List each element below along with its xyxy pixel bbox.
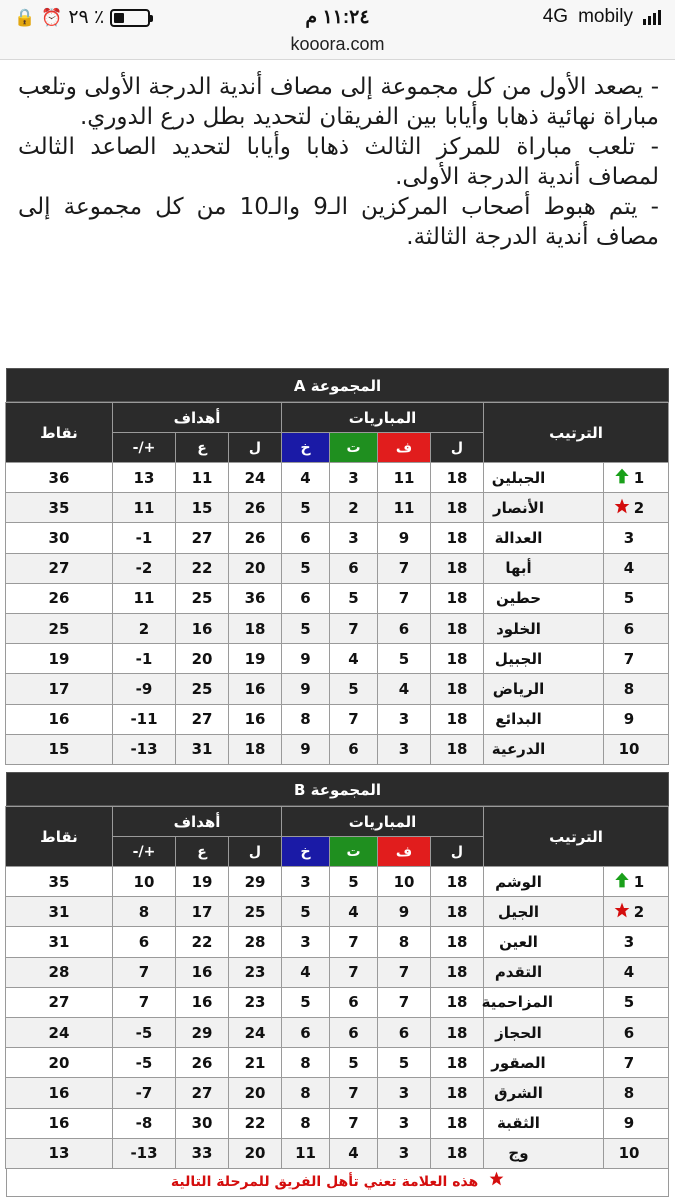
goals-against-cell: 16 [176, 987, 229, 1017]
goal-diff-cell: 7- [112, 1078, 175, 1108]
table-row[interactable] [5, 867, 668, 897]
position-number: 8 [623, 1083, 635, 1102]
won-cell: 3 [378, 1078, 431, 1108]
played-cell: 18 [431, 1138, 484, 1168]
drawn-cell: 7 [330, 704, 378, 734]
points-cell: 20 [5, 1048, 112, 1078]
lost-cell: 8 [282, 704, 330, 734]
position-number: 10 [618, 1144, 640, 1163]
table-row[interactable] [5, 674, 668, 704]
won-cell: 5 [378, 1048, 431, 1078]
won-cell: 11 [378, 463, 431, 493]
position-cell [604, 1078, 669, 1108]
table-row[interactable] [5, 987, 668, 1017]
lost-cell: 6 [282, 523, 330, 553]
goals-against-cell: 17 [176, 897, 229, 927]
table-row[interactable] [5, 463, 668, 493]
won-cell: 5 [378, 644, 431, 674]
position-cell [604, 463, 669, 493]
table-row[interactable] [5, 927, 668, 957]
points-cell: 28 [5, 957, 112, 987]
points-cell: 26 [5, 583, 112, 613]
goals-for-cell: 25 [229, 897, 282, 927]
goals-against-header: ع [176, 433, 229, 463]
won-cell: 6 [378, 613, 431, 643]
goals-for-cell: 36 [229, 583, 282, 613]
played-cell: 18 [431, 644, 484, 674]
points-cell: 25 [5, 613, 112, 643]
points-cell: 36 [5, 463, 112, 493]
played-cell: 18 [431, 704, 484, 734]
position-number: 9 [623, 1114, 635, 1133]
goals-header: أهداف [112, 403, 281, 433]
table-row[interactable] [5, 613, 668, 643]
position-number: 2 [633, 498, 645, 517]
points-cell: 31 [5, 927, 112, 957]
position-cell [604, 704, 669, 734]
goal-diff-cell: 5- [112, 1017, 175, 1047]
position-number: 6 [623, 619, 635, 638]
points-cell: 15 [5, 734, 112, 764]
green-arrow-up-icon [614, 468, 630, 488]
status-time: ١١:٢٤ م [305, 7, 370, 28]
played-cell: 18 [431, 897, 484, 927]
drawn-cell: 3 [330, 463, 378, 493]
drawn-cell: 6 [330, 987, 378, 1017]
table-row[interactable] [5, 957, 668, 987]
goal-diff-cell: 11- [112, 704, 175, 734]
won-header: ف [378, 837, 431, 867]
goals-against-cell: 29 [176, 1017, 229, 1047]
team-name[interactable]: الجبلين [484, 463, 604, 493]
points-header: نقاط [5, 807, 112, 867]
lost-cell: 5 [282, 613, 330, 643]
goals-against-cell: 31 [176, 734, 229, 764]
battery-percent: ٪ ٢٩ [68, 7, 105, 28]
position-number: 4 [623, 559, 635, 578]
group-title: المجموعة A [6, 368, 669, 402]
goals-against-cell: 16 [176, 957, 229, 987]
position-cell [604, 1138, 669, 1168]
drawn-cell: 5 [330, 867, 378, 897]
drawn-cell: 6 [330, 734, 378, 764]
rotation-lock-icon: 🔒 [14, 7, 36, 27]
team-name[interactable]: الرياض [484, 674, 604, 704]
points-header: نقاط [5, 403, 112, 463]
goals-for-cell: 16 [229, 704, 282, 734]
goal-diff-cell: 10 [112, 867, 175, 897]
goal-diff-cell: 7 [112, 957, 175, 987]
played-header: ل [431, 433, 484, 463]
standings-table [5, 402, 669, 765]
points-cell: 16 [5, 1108, 112, 1138]
position-number: 5 [623, 589, 635, 608]
goals-for-header: ل [229, 433, 282, 463]
drawn-cell: 3 [330, 523, 378, 553]
drawn-cell: 4 [330, 644, 378, 674]
drawn-header: ت [330, 433, 378, 463]
position-cell [604, 583, 669, 613]
played-cell: 18 [431, 734, 484, 764]
won-cell: 7 [378, 957, 431, 987]
played-cell: 18 [431, 1048, 484, 1078]
played-cell: 18 [431, 927, 484, 957]
team-name[interactable]: الشرق [484, 1078, 604, 1108]
played-cell: 18 [431, 1078, 484, 1108]
position-number: 8 [623, 679, 635, 698]
goal-diff-cell: 1- [112, 523, 175, 553]
goals-for-cell: 29 [229, 867, 282, 897]
goals-for-cell: 19 [229, 644, 282, 674]
points-cell: 17 [5, 674, 112, 704]
position-number: 5 [623, 993, 635, 1012]
position-number: 4 [623, 963, 635, 982]
goals-for-cell: 21 [229, 1048, 282, 1078]
lost-cell: 9 [282, 734, 330, 764]
won-cell: 3 [378, 1138, 431, 1168]
drawn-cell: 7 [330, 927, 378, 957]
won-cell: 3 [378, 734, 431, 764]
position-cell [604, 1048, 669, 1078]
article-paragraph: - تلعب مباراة للمركز الثالث ذهابا وأيابا لتحديد الصاعد الثالث لمصاف أندية الدرجة الأولى. [18, 134, 659, 190]
network-type: 4G [542, 6, 569, 27]
group-a-table [6, 368, 669, 765]
position-cell [604, 734, 669, 764]
position-cell [604, 493, 669, 523]
goal-diff-cell: 1- [112, 644, 175, 674]
article-paragraph: - يصعد الأول من كل مجموعة إلى مصاف أندية الدرجة الأولى وتلعب مباراة نهائية ذهابا وأيابا بين الفريقان لتحديد بطل درع الدوري. [18, 74, 659, 130]
status-bar [0, 0, 675, 34]
points-cell: 35 [5, 493, 112, 523]
red-star-icon [614, 498, 630, 518]
drawn-cell: 7 [330, 957, 378, 987]
group-b-table [6, 772, 669, 1197]
goals-for-cell: 20 [229, 1078, 282, 1108]
goals-for-header: ل [229, 837, 282, 867]
played-cell: 18 [431, 583, 484, 613]
goal-diff-cell: 6 [112, 927, 175, 957]
goals-against-cell: 22 [176, 553, 229, 583]
goals-against-cell: 25 [176, 583, 229, 613]
team-name[interactable]: الدرعية [484, 734, 604, 764]
won-cell: 6 [378, 1017, 431, 1047]
position-cell [604, 644, 669, 674]
rank-header: الترتيب [484, 807, 669, 867]
position-number: 3 [623, 932, 635, 951]
played-cell: 18 [431, 613, 484, 643]
table-row[interactable] [5, 1048, 668, 1078]
goals-against-cell: 15 [176, 493, 229, 523]
standings-table [5, 806, 669, 1169]
position-number: 7 [623, 1053, 635, 1072]
article-paragraph: - يتم هبوط أصحاب المركزين الـ9 والـ10 من كل مجموعة إلى مصاف أندية الدرجة الثالثة. [18, 194, 659, 250]
table-row[interactable] [5, 493, 668, 523]
drawn-cell: 7 [330, 1108, 378, 1138]
goal-diff-cell: 11 [112, 493, 175, 523]
lost-cell: 6 [282, 583, 330, 613]
won-cell: 3 [378, 704, 431, 734]
goals-against-cell: 27 [176, 1078, 229, 1108]
lost-header: خ [282, 433, 330, 463]
played-cell: 18 [431, 957, 484, 987]
goals-for-cell: 18 [229, 734, 282, 764]
table-row[interactable] [5, 1078, 668, 1108]
position-cell [604, 1017, 669, 1047]
goals-for-cell: 23 [229, 957, 282, 987]
position-number: 6 [623, 1023, 635, 1042]
won-cell: 4 [378, 674, 431, 704]
drawn-cell: 7 [330, 613, 378, 643]
team-name[interactable]: الثقبة [484, 1108, 604, 1138]
won-cell: 7 [378, 553, 431, 583]
goals-against-cell: 22 [176, 927, 229, 957]
team-name[interactable]: حطين [484, 583, 604, 613]
goals-against-cell: 27 [176, 523, 229, 553]
goals-for-cell: 24 [229, 463, 282, 493]
points-cell: 16 [5, 704, 112, 734]
team-name[interactable]: الصقور [484, 1048, 604, 1078]
drawn-header: ت [330, 837, 378, 867]
drawn-cell: 6 [330, 1017, 378, 1047]
lost-cell: 8 [282, 1048, 330, 1078]
position-cell [604, 523, 669, 553]
position-cell [604, 957, 669, 987]
points-cell: 31 [5, 897, 112, 927]
drawn-cell: 2 [330, 493, 378, 523]
position-cell [604, 867, 669, 897]
played-cell: 18 [431, 987, 484, 1017]
goals-against-cell: 11 [176, 463, 229, 493]
team-name[interactable]: الحجاز [484, 1017, 604, 1047]
goals-for-cell: 26 [229, 523, 282, 553]
lost-cell: 5 [282, 987, 330, 1017]
position-number: 2 [633, 902, 645, 921]
goals-for-cell: 24 [229, 1017, 282, 1047]
goal-diff-cell: 13- [112, 734, 175, 764]
lost-cell: 5 [282, 553, 330, 583]
lost-cell: 4 [282, 463, 330, 493]
position-cell [604, 927, 669, 957]
position-number: 10 [618, 740, 640, 759]
goal-diff-cell: 5- [112, 1048, 175, 1078]
played-cell: 18 [431, 553, 484, 583]
lost-cell: 6 [282, 1017, 330, 1047]
lost-cell: 11 [282, 1138, 330, 1168]
team-name[interactable]: الجيل [484, 897, 604, 927]
lost-cell: 8 [282, 1078, 330, 1108]
url-bar[interactable]: kooora.com [0, 34, 675, 60]
goal-diff-cell: 8- [112, 1108, 175, 1138]
team-name[interactable]: أبها [484, 553, 604, 583]
goals-for-cell: 22 [229, 1108, 282, 1138]
table-row[interactable] [5, 1017, 668, 1047]
played-cell: 18 [431, 674, 484, 704]
played-header: ل [431, 837, 484, 867]
team-name[interactable]: العدالة [484, 523, 604, 553]
group-b-rows [5, 867, 668, 1169]
article-text [18, 72, 659, 252]
played-cell: 18 [431, 493, 484, 523]
team-name[interactable]: المزاحمية [484, 987, 604, 1017]
red-star-icon [489, 1169, 504, 1195]
won-cell: 8 [378, 927, 431, 957]
red-star-icon [614, 902, 630, 922]
goal-diff-cell: 2- [112, 553, 175, 583]
won-cell: 7 [378, 987, 431, 1017]
goals-for-cell: 23 [229, 987, 282, 1017]
goal-diff-header: +/- [112, 837, 175, 867]
won-cell: 9 [378, 897, 431, 927]
goals-for-cell: 18 [229, 613, 282, 643]
team-name[interactable]: الخلود [484, 613, 604, 643]
goals-for-cell: 28 [229, 927, 282, 957]
goals-for-cell: 20 [229, 1138, 282, 1168]
points-cell: 24 [5, 1017, 112, 1047]
table-row[interactable] [5, 644, 668, 674]
drawn-cell: 7 [330, 1078, 378, 1108]
played-cell: 18 [431, 1017, 484, 1047]
table-row[interactable] [5, 583, 668, 613]
rank-header: الترتيب [484, 403, 669, 463]
drawn-cell: 6 [330, 553, 378, 583]
team-name[interactable]: البدائع [484, 704, 604, 734]
won-cell: 7 [378, 583, 431, 613]
won-cell: 10 [378, 867, 431, 897]
qualification-note-text: هذه العلامة تعني تأهل الفريق للمرحلة التالية [170, 1173, 479, 1190]
goals-header: أهداف [112, 807, 281, 837]
lost-header: خ [282, 837, 330, 867]
goal-diff-cell: 13- [112, 1138, 175, 1168]
team-name[interactable]: وج [484, 1138, 604, 1168]
position-number: 9 [623, 710, 635, 729]
position-cell [604, 613, 669, 643]
lost-cell: 4 [282, 957, 330, 987]
drawn-cell: 5 [330, 583, 378, 613]
won-header: ف [378, 433, 431, 463]
lost-cell: 3 [282, 927, 330, 957]
points-cell: 27 [5, 553, 112, 583]
position-cell [604, 987, 669, 1017]
position-cell [604, 674, 669, 704]
lost-cell: 9 [282, 644, 330, 674]
table-row[interactable] [5, 553, 668, 583]
points-cell: 13 [5, 1138, 112, 1168]
goals-against-cell: 25 [176, 674, 229, 704]
goals-for-cell: 26 [229, 493, 282, 523]
goal-diff-cell: 9- [112, 674, 175, 704]
goals-for-cell: 20 [229, 553, 282, 583]
lost-cell: 3 [282, 867, 330, 897]
position-cell [604, 553, 669, 583]
matches-header: المباريات [282, 403, 484, 433]
points-cell: 35 [5, 867, 112, 897]
played-cell: 18 [431, 867, 484, 897]
drawn-cell: 4 [330, 897, 378, 927]
drawn-cell: 4 [330, 1138, 378, 1168]
won-cell: 9 [378, 523, 431, 553]
position-cell [604, 1108, 669, 1138]
goal-diff-header: +/- [112, 433, 175, 463]
matches-header: المباريات [282, 807, 484, 837]
group-a-rows [5, 463, 668, 765]
table-row[interactable] [5, 1138, 668, 1168]
goals-against-cell: 19 [176, 867, 229, 897]
signal-icon [643, 9, 661, 25]
table-row[interactable] [5, 734, 668, 764]
goal-diff-cell: 11 [112, 583, 175, 613]
position-number: 3 [623, 528, 635, 547]
table-row[interactable] [5, 704, 668, 734]
team-name[interactable]: العين [484, 927, 604, 957]
table-row[interactable] [5, 897, 668, 927]
goals-for-cell: 16 [229, 674, 282, 704]
goals-against-cell: 16 [176, 613, 229, 643]
points-cell: 16 [5, 1078, 112, 1108]
team-name[interactable]: الأنصار [484, 493, 604, 523]
lost-cell: 9 [282, 674, 330, 704]
goal-diff-cell: 2 [112, 613, 175, 643]
table-row[interactable] [5, 523, 668, 553]
won-cell: 3 [378, 1108, 431, 1138]
position-number: 1 [633, 872, 645, 891]
goals-against-cell: 30 [176, 1108, 229, 1138]
won-cell: 11 [378, 493, 431, 523]
points-cell: 30 [5, 523, 112, 553]
goals-against-cell: 33 [176, 1138, 229, 1168]
team-name[interactable]: الجبيل [484, 644, 604, 674]
alarm-icon: ⏰ [41, 7, 63, 27]
team-name[interactable]: التقدم [484, 957, 604, 987]
drawn-cell: 5 [330, 1048, 378, 1078]
position-number: 7 [623, 649, 635, 668]
goals-against-header: ع [176, 837, 229, 867]
goal-diff-cell: 8 [112, 897, 175, 927]
table-row[interactable] [5, 1108, 668, 1138]
goals-against-cell: 27 [176, 704, 229, 734]
status-right [543, 6, 661, 28]
goal-diff-cell: 7 [112, 987, 175, 1017]
green-arrow-up-icon [614, 872, 630, 892]
goal-diff-cell: 13 [112, 463, 175, 493]
lost-cell: 5 [282, 897, 330, 927]
group-title: المجموعة B [6, 772, 669, 806]
qualification-note [6, 1169, 669, 1197]
drawn-cell: 5 [330, 674, 378, 704]
played-cell: 18 [431, 463, 484, 493]
lost-cell: 8 [282, 1108, 330, 1138]
position-cell [604, 897, 669, 927]
carrier-name: mobily [578, 6, 633, 27]
points-cell: 19 [5, 644, 112, 674]
played-cell: 18 [431, 1108, 484, 1138]
position-number: 1 [633, 468, 645, 487]
lost-cell: 5 [282, 493, 330, 523]
goals-against-cell: 26 [176, 1048, 229, 1078]
goals-against-cell: 20 [176, 644, 229, 674]
points-cell: 27 [5, 987, 112, 1017]
played-cell: 18 [431, 523, 484, 553]
team-name[interactable]: الوشم [484, 867, 604, 897]
